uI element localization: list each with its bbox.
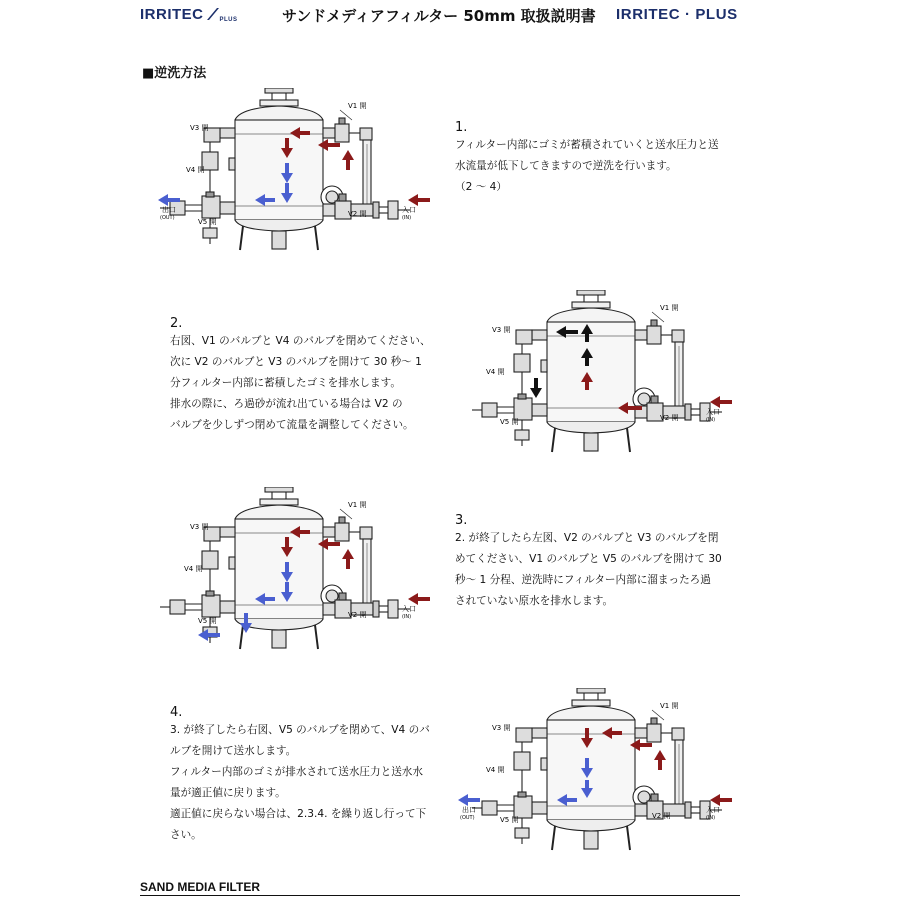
diagram-step-4 [452, 688, 752, 868]
arrow-up-red [342, 150, 354, 160]
label-v3: V3 開 [190, 124, 209, 132]
diagram-step-1 [140, 88, 440, 268]
label-outlet-en: (OUT) [460, 815, 475, 821]
label-v4: V4 開 [486, 766, 505, 774]
step-2-line: 分フィルター内部に蓄積したゴミを排水します。 [170, 377, 401, 389]
arrow-down-black [530, 388, 542, 398]
document-title: サンドメディアフィルター 50mm 取扱説明書 [282, 7, 596, 25]
label-v2: V2 開 [660, 414, 679, 422]
step-3-line: 秒〜 1 分程、逆洗時にフィルター内部に溜まったろ過 [455, 574, 711, 586]
label-inlet-en: (IN) [402, 614, 412, 620]
step-4-text [170, 720, 430, 846]
step-1-line: （2 〜 4） [455, 181, 507, 193]
logo-left-text: IRRITEC [140, 6, 204, 23]
arrow-outlet-blue [158, 194, 168, 206]
arrow-inlet-red [710, 396, 720, 408]
label-inlet-en: (IN) [706, 815, 716, 821]
logo-slash-icon [205, 7, 219, 21]
diagram-step-3 [140, 487, 440, 667]
label-v4: V4 開 [184, 565, 203, 573]
step-2-number: 2. [170, 316, 183, 331]
step-2-line: 排水の際に、ろ過砂が流れ出ている場合は V2 の [170, 398, 403, 410]
step-3-line: されていない原水を排水します。 [455, 595, 614, 607]
label-v5: V5 開 [198, 218, 217, 226]
brand-logo-left [140, 6, 238, 23]
footer-title: SAND MEDIA FILTER [140, 880, 260, 894]
label-v5: V5 開 [500, 816, 519, 824]
step-2-line: 右図、V1 のバルブと V4 のバルブを閉めてください、 [170, 335, 431, 347]
label-v5: V5 開 [198, 617, 217, 625]
label-v3: V3 開 [190, 523, 209, 531]
label-v2: V2 開 [348, 611, 367, 619]
arrow-inlet-red [408, 194, 418, 206]
step-4-line: 適正値に戻らない場合は、2.3.4. を繰り返し行って下 [170, 808, 427, 820]
step-3-number: 3. [455, 513, 468, 528]
arrow-inlet-red [710, 794, 720, 806]
label-v1: V1 開 [348, 501, 367, 509]
label-inlet: 入口 [402, 605, 416, 613]
label-v5: V5 開 [500, 418, 519, 426]
label-inlet-en: (IN) [402, 215, 412, 221]
step-1-line: 水流量が低下してきますので逆洗を行います。 [455, 160, 677, 172]
label-v1: V1 開 [348, 102, 367, 110]
step-4-line: 3. が終了したら右図、V5 のバルブを閉めて、V4 のバ [170, 724, 430, 736]
arrow-inlet-red [408, 593, 418, 605]
label-outlet: 出口 [162, 206, 176, 214]
section-title: ■逆洗方法 [142, 66, 207, 81]
label-inlet-en: (IN) [706, 417, 716, 423]
brand-logo-right: IRRITEC · PLUS [616, 6, 738, 23]
label-v1: V1 開 [660, 304, 679, 312]
arrow-outlet-blue [458, 794, 468, 806]
step-2-text [170, 331, 431, 436]
label-outlet-en: (OUT) [160, 215, 175, 221]
step-1-number: 1. [455, 120, 468, 135]
diagram-step-2 [452, 290, 752, 470]
footer-rule [140, 895, 740, 896]
step-4-line: ルブを開けて送水します。 [170, 745, 297, 757]
label-inlet: 入口 [706, 408, 720, 416]
label-v4: V4 開 [186, 166, 205, 174]
step-3-line: 2. が終了したら左図、V2 のバルブと V3 のバルブを閉 [455, 532, 719, 544]
label-v2: V2 開 [652, 812, 671, 820]
label-outlet: 出口 [462, 806, 476, 814]
label-v1: V1 開 [660, 702, 679, 710]
step-1-text [455, 135, 719, 198]
step-3-text [455, 528, 722, 612]
step-4-line: さい。 [170, 829, 202, 841]
step-4-line: フィルター内部のゴミが排水されて送水圧力と送水水 [170, 766, 423, 778]
logo-left-plus: PLUS [219, 17, 238, 23]
step-4-line: 量が適正値に戻ります。 [170, 787, 286, 799]
label-inlet: 入口 [706, 806, 720, 814]
step-3-line: めてください、V1 のバルブと V5 のバルブを開けて 30 [455, 553, 722, 565]
arrow-up-red [342, 549, 354, 559]
step-4-number: 4. [170, 705, 183, 720]
label-inlet: 入口 [402, 206, 416, 214]
arrow-up-red [654, 750, 666, 760]
step-2-line: 次に V2 のバルブと V3 のバルブを開けて 30 秒〜 1 [170, 356, 422, 368]
label-v4: V4 開 [486, 368, 505, 376]
label-v3: V3 開 [492, 724, 511, 732]
label-v3: V3 開 [492, 326, 511, 334]
label-v2: V2 開 [348, 210, 367, 218]
step-1-line: フィルター内部にゴミが蓄積されていくと送水圧力と送 [455, 139, 719, 151]
step-2-line: バルブを少しずつ閉めて流量を調整してください。 [170, 419, 414, 431]
